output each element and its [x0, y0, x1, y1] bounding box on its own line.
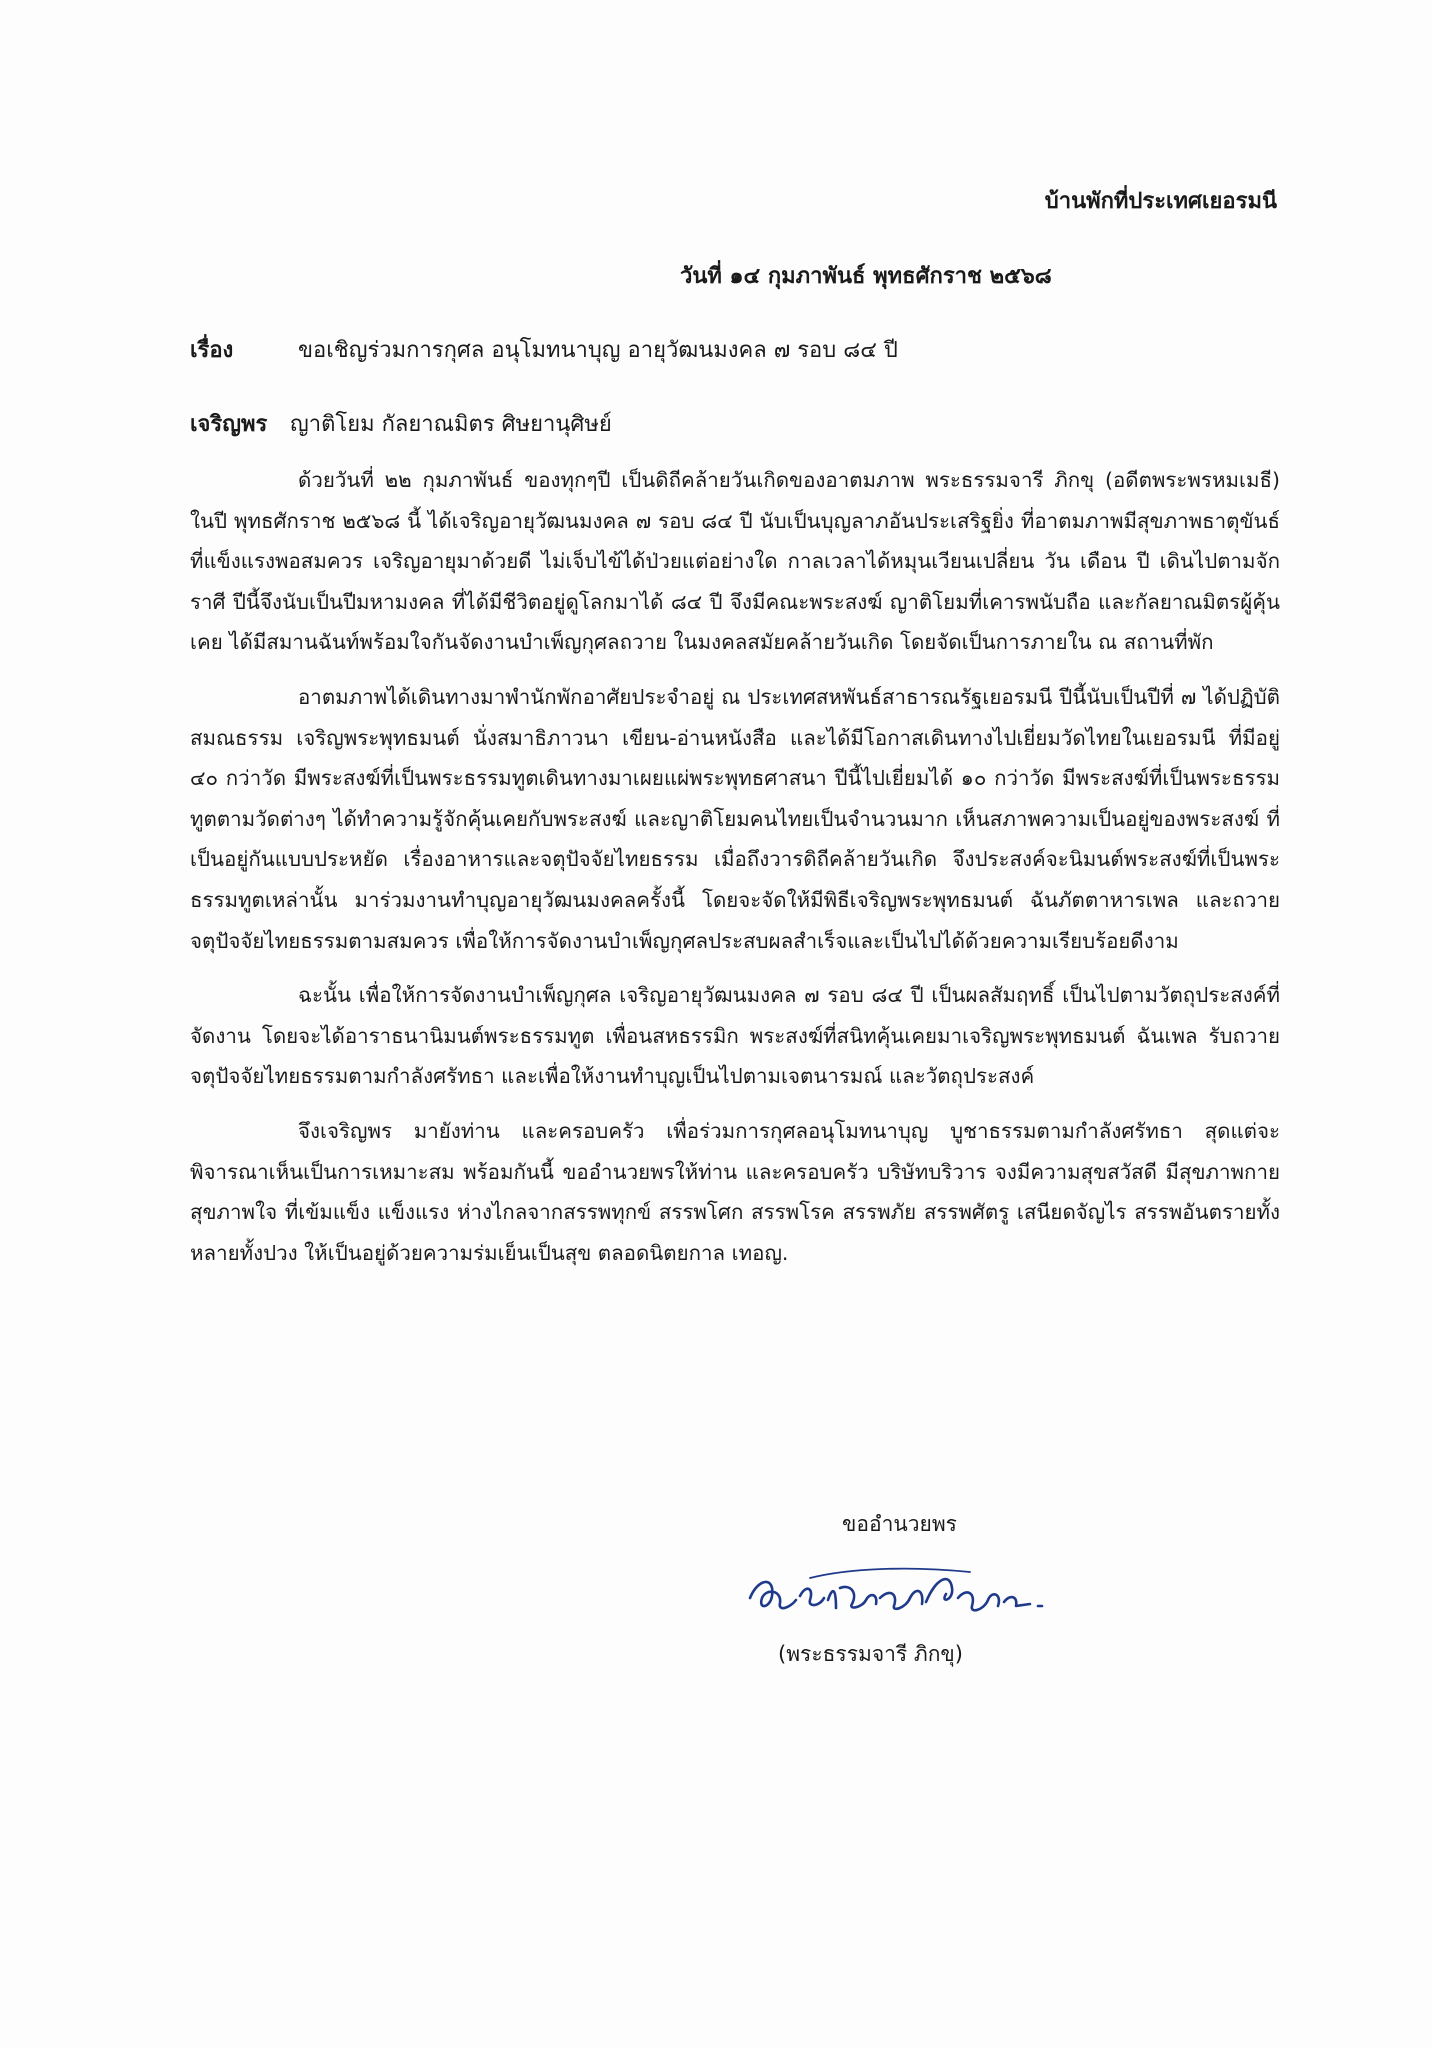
letter-date: วันที่ ๑๔ กุมภาพันธ์ พุทธศักราช ๒๕๖๘: [680, 264, 1052, 289]
subject-text: ขอเชิญร่วมการกุศล อนุโมทนาบุญ อายุวัฒนมงคล ๗ รอบ ๘๔ ปี: [298, 338, 898, 363]
handwritten-signature: [740, 1548, 1070, 1628]
signer-name: (พระธรรมจารี ภิกขุ): [778, 1642, 963, 1666]
subject-label: เรื่อง: [190, 338, 234, 363]
subject-line: [190, 332, 898, 367]
closing-blessing: ขออำนวยพร: [842, 1512, 957, 1536]
body-paragraph: ฉะนั้น เพื่อให้การจัดงานบำเพ็ญกุศล เจริญอายุวัฒนมงคล ๗ รอบ ๘๔ ปี เป็นผลสัมฤทธิ์ เป็นไปตามวัตถุประสงค์ที่จัดงาน โดยจะได้อาราธนานิมนต์พระธรรมทูต เพื่อนสหธรรมิก พระสงฆ์ที่สนิทคุ้นเคยมาเจริญพระพุทธมนต์ ฉันเพล รับถวายจตุปัจจัยไทยธรรมตามกำลังศรัทธา และเพื่อให้งานทำบุญเป็นไปตามเจตนารมณ์ และวัตถุประสงค์: [190, 983, 1280, 1089]
letter-body: [190, 460, 1280, 1287]
recipient-label: เจริญพร: [190, 412, 268, 437]
recipient-line: [190, 406, 612, 441]
body-paragraph: อาตมภาพได้เดินทางมาพำนักพักอาศัยประจำอยู่ ณ ประเทศสหพันธ์สาธารณรัฐเยอรมนี ปีนี้นับเป็นปีที่ ๗ ได้ปฏิบัติสมณธรรม เจริญพระพุทธมนต์ นั่งสมาธิภาวนา เขียน-อ่านหนังสือ และได้มีโอกาสเดินทางไปเยี่ยมวัดไทยในเยอรมนี ที่มีอยู่ ๔๐ กว่าวัด มีพระสงฆ์ที่เป็นพระธรรมทูตเดินทางมาเผยแผ่พระพุทธศาสนา ปีนี้ไปเยี่ยมได้ ๑๐ กว่าวัด มีพระสงฆ์ที่เป็นพระธรรมทูตตามวัดต่างๆ ได้ทำความรู้จักคุ้นเคยกับพระสงฆ์ และญาติโยมคนไทยเป็นจำนวนมาก เห็นสภาพความเป็นอยู่ของพระสงฆ์ ที่เป็นอยู่กันแบบประหยัด เรื่องอาหารและจตุปัจจัยไทยธรรม เมื่อถึงวารดิถีคล้ายวันเกิด จึงประสงค์จะนิมนต์พระสงฆ์ที่เป็นพระธรรมทูตเหล่านั้น มาร่วมงานทำบุญอายุวัฒนมงคลครั้งนี้ โดยจะจัดให้มีพิธีเจริญพระพุทธมนต์ ฉันภัตตาหารเพล และถวายจตุปัจจัยไทยธรรมตามสมควร เพื่อให้การจัดงานบำเพ็ญกุศลประสบผลสำเร็จและเป็นไปได้ด้วยความเรียบร้อยดีงาม: [190, 684, 1280, 953]
sender-address: บ้านพักที่ประเทศเยอรมนี: [1044, 189, 1277, 214]
recipient-text: ญาติโยม กัลยาณมิตร ศิษยานุศิษย์: [290, 412, 612, 437]
body-paragraph: จึงเจริญพร มายังท่าน และครอบครัว เพื่อร่วมการกุศลอนุโมทนาบุญ บูชาธรรมตามกำลังศรัทธา สุดแต่จะพิจารณาเห็นเป็นการเหมาะสม พร้อมกันนี้ ขออำนวยพรให้ท่าน และครอบครัว บริษัทบริวาร จงมีความสุขสวัสดี มีสุขภาพกาย สุขภาพใจ ที่เข้มแข็ง แข็งแรง ห่างไกลจากสรรพทุกข์ สรรพโศก สรรพโรค สรรพภัย สรรพศัตรู เสนียดจัญไร สรรพอันตรายทั้งหลายทั้งปวง ให้เป็นอยู่ด้วยความร่มเย็นเป็นสุข ตลอดนิตยกาล เทอญ.: [190, 1118, 1280, 1265]
body-paragraph: ด้วยวันที่ ๒๒ กุมภาพันธ์ ของทุกๆปี เป็นดิถีคล้ายวันเกิดของอาตมภาพ พระธรรมจารี ภิกขุ (อดีตพระพรหมเมธี) ในปี พุทธศักราช ๒๕๖๘ นี้ ได้เจริญอายุวัฒนมงคล ๗ รอบ ๘๔ ปี นับเป็นบุญลาภอันประเสริฐยิ่ง ที่อาตมภาพมีสุขภาพธาตุขันธ์ที่แข็งแรงพอสมควร เจริญอายุมาด้วยดี ไม่เจ็บไข้ได้ป่วยแต่อย่างใด กาลเวลาได้หมุนเวียนเปลี่ยน วัน เดือน ปี เดินไปตามจักราศี ปีนี้จึงนับเป็นปีมหามงคล ที่ได้มีชีวิตอยู่ดูโลกมาได้ ๘๔ ปี จึงมีคณะพระสงฆ์ ญาติโยมที่เคารพนับถือ และกัลยาณมิตรผู้คุ้นเคย ได้มีสมานฉันท์พร้อมใจกันจัดงานบำเพ็ญกุศลถวาย ในมงคลสมัยคล้ายวันเกิด โดยจัดเป็นการภายใน ณ สถานที่พัก: [190, 468, 1280, 655]
